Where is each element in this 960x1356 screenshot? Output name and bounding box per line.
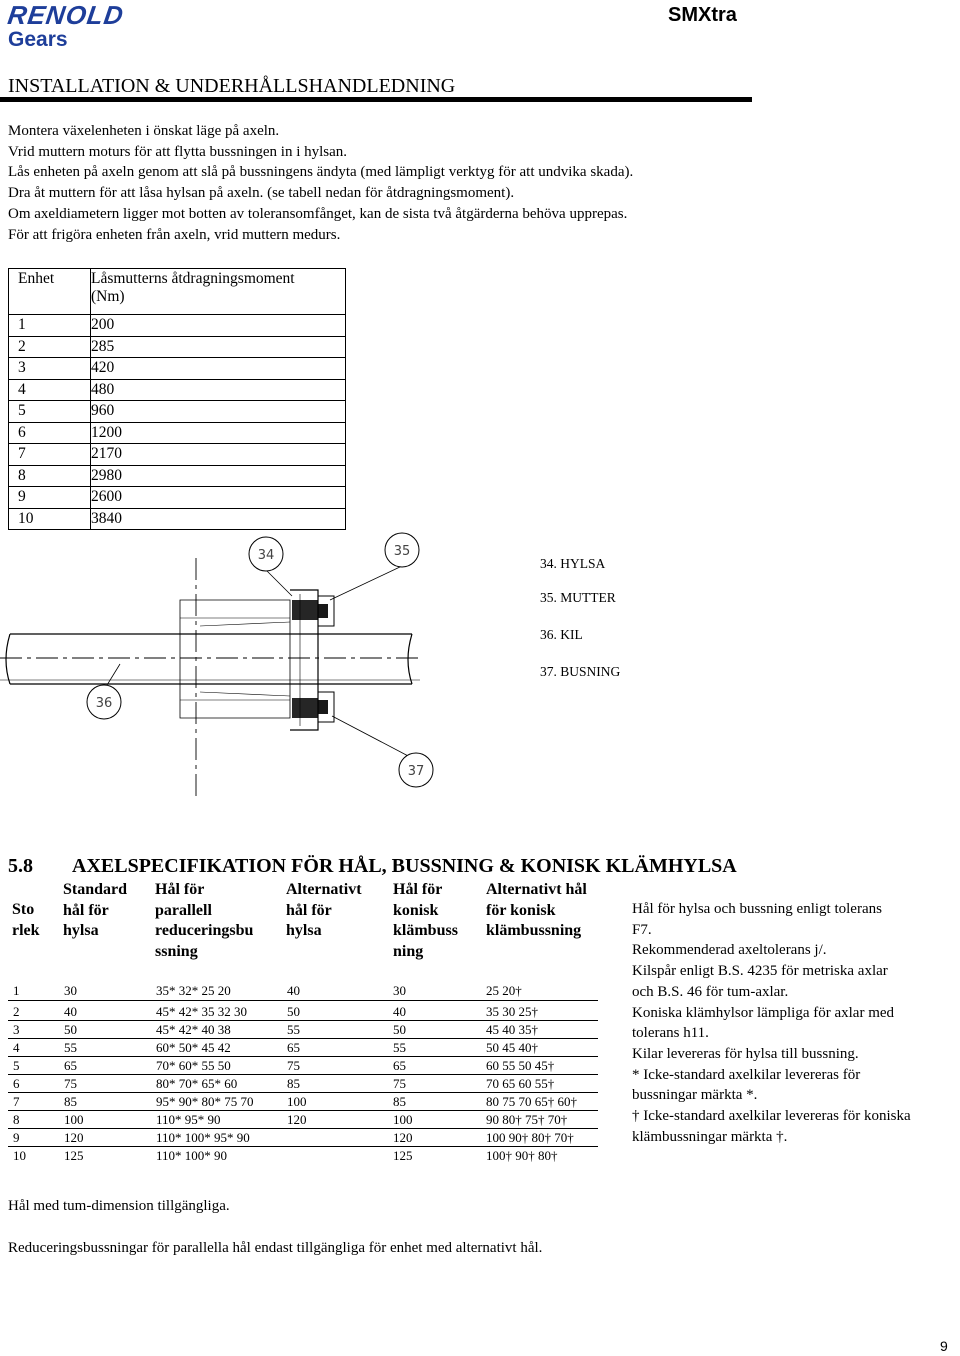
spec-header-line: parallell bbox=[155, 901, 212, 919]
torque-unit: 7 bbox=[9, 444, 91, 466]
spec-kon: 65 bbox=[393, 1058, 406, 1073]
torque-row bbox=[9, 336, 346, 358]
spec-header-line: Alternativt bbox=[286, 881, 362, 898]
spec-kon: 55 bbox=[393, 1040, 406, 1055]
brand-logo: RENOLD bbox=[5, 0, 126, 30]
spec-header-line: hål för bbox=[63, 901, 109, 919]
torque-row bbox=[9, 315, 346, 337]
torque-value: 1200 bbox=[91, 422, 346, 444]
spec-notes bbox=[632, 899, 960, 1147]
spec-par: 110* 95* 90 bbox=[156, 1112, 221, 1127]
spec-header-line: hylsa bbox=[286, 922, 322, 939]
footer-note-reduction: Reduceringsbussningar för parallella hål endast tillgängliga för enhet med alternativt hål. bbox=[8, 1240, 543, 1256]
spec-row bbox=[0, 982, 600, 1000]
note-line: Rekommenderad axeltolerans j/. bbox=[632, 942, 827, 959]
torque-unit: 5 bbox=[9, 401, 91, 423]
spec-std: 55 bbox=[64, 1040, 77, 1055]
spec-row bbox=[0, 1021, 600, 1039]
assembly-drawing bbox=[0, 530, 520, 810]
spec-section-text: AXELSPECIFIKATION FÖR HÅL, BUSSNING & KONISK KLÄMHYLSA bbox=[72, 855, 737, 877]
spec-altkon: 100† 90† 80† bbox=[486, 1148, 558, 1163]
torque-row bbox=[9, 379, 346, 401]
legend-item: 34. HYLSA bbox=[540, 556, 606, 571]
spec-header-line: klämbussning bbox=[486, 922, 582, 939]
spec-altkon: 50 45 40† bbox=[486, 1040, 538, 1055]
spec-par: 45* 42* 40 38 bbox=[156, 1022, 231, 1037]
note-line: Hål för hylsa och bussning enligt tolerans bbox=[632, 901, 882, 917]
note-line: Kilspår enligt B.S. 4235 för metriska axlar bbox=[632, 963, 888, 980]
torque-unit: 3 bbox=[9, 358, 91, 380]
spec-header-line: klämbuss bbox=[393, 922, 458, 939]
spec-par: 45* 42* 35 32 30 bbox=[156, 1004, 247, 1019]
callout-35: 35 bbox=[393, 544, 411, 559]
spec-size: 10 bbox=[13, 1148, 26, 1163]
torque-unit: 6 bbox=[9, 422, 91, 444]
torque-header-moment-line2: (Nm) bbox=[91, 288, 125, 305]
product-name: SMXtra bbox=[668, 4, 737, 26]
torque-value: 3840 bbox=[91, 508, 346, 530]
spec-header-line: hål för bbox=[286, 901, 332, 919]
spec-std: 30 bbox=[64, 983, 77, 998]
note-line: klämbussningar märkta †. bbox=[632, 1128, 788, 1145]
callout-34: 34 bbox=[257, 548, 275, 563]
spec-divider bbox=[8, 1000, 598, 1001]
spec-altkon: 70 65 60 55† bbox=[486, 1076, 555, 1091]
spec-section-number: 5.8 bbox=[8, 855, 33, 877]
spec-row bbox=[0, 1093, 600, 1111]
spec-row bbox=[0, 1129, 600, 1147]
spec-header-line: Standard bbox=[63, 881, 128, 898]
spec-header-line: för konisk bbox=[486, 901, 556, 919]
spec-alt: 55 bbox=[287, 1022, 300, 1037]
torque-value: 480 bbox=[91, 379, 346, 401]
spec-std: 100 bbox=[64, 1112, 84, 1127]
torque-row bbox=[9, 444, 346, 466]
spec-std: 50 bbox=[64, 1022, 77, 1037]
torque-row bbox=[9, 508, 346, 530]
spec-std: 120 bbox=[64, 1130, 84, 1145]
spec-std: 65 bbox=[64, 1058, 77, 1073]
torque-value: 285 bbox=[91, 336, 346, 358]
spec-header-line: ssning bbox=[155, 942, 198, 960]
spec-header-altkon bbox=[486, 880, 587, 942]
torque-value: 420 bbox=[91, 358, 346, 380]
spec-kon: 40 bbox=[393, 1004, 406, 1019]
torque-row bbox=[9, 422, 346, 444]
torque-value: 2600 bbox=[91, 487, 346, 509]
spec-header-line: konisk bbox=[393, 901, 439, 919]
spec-altkon: 25 20† bbox=[486, 983, 522, 998]
spec-size: 5 bbox=[13, 1058, 20, 1073]
spec-std: 125 bbox=[64, 1148, 84, 1163]
spec-header-line: Hål för bbox=[393, 881, 443, 898]
spec-altkon: 90 80† 75† 70† bbox=[486, 1112, 568, 1127]
torque-row bbox=[9, 358, 346, 380]
legend-item: 36. KIL bbox=[540, 627, 583, 642]
torque-unit: 8 bbox=[9, 465, 91, 487]
spec-par: 35* 32* 25 20 bbox=[156, 983, 231, 998]
torque-unit: 4 bbox=[9, 379, 91, 401]
spec-alt: 50 bbox=[287, 1004, 300, 1019]
spec-kon: 100 bbox=[393, 1112, 413, 1127]
legend-item: 37. BUSNING bbox=[540, 664, 621, 679]
spec-header-line: Sto bbox=[12, 901, 35, 918]
spec-row bbox=[0, 1039, 600, 1057]
spec-alt: 100 bbox=[287, 1094, 307, 1109]
spec-size: 4 bbox=[13, 1040, 20, 1055]
spec-alt: 85 bbox=[287, 1076, 300, 1091]
torque-header-row bbox=[9, 269, 346, 315]
spec-kon: 75 bbox=[393, 1076, 406, 1091]
spec-header-line: reduceringsbu bbox=[155, 922, 254, 939]
spec-altkon: 100 90† 80† 70† bbox=[486, 1130, 574, 1145]
instructions bbox=[8, 121, 633, 245]
torque-value: 2980 bbox=[91, 465, 346, 487]
spec-par: 110* 100* 90 bbox=[156, 1148, 228, 1163]
note-line: tolerans h11. bbox=[632, 1025, 709, 1042]
spec-altkon: 45 40 35† bbox=[486, 1022, 538, 1037]
callout-36: 36 bbox=[95, 696, 113, 711]
torque-row bbox=[9, 401, 346, 423]
spec-altkon: 35 30 25† bbox=[486, 1004, 538, 1019]
spec-kon: 30 bbox=[393, 983, 406, 998]
spec-alt: 40 bbox=[287, 983, 300, 998]
note-line: Koniska klämhylsor lämpliga för axlar med bbox=[632, 1004, 895, 1021]
note-line: * Icke-standard axelkilar levereras för bbox=[632, 1066, 861, 1083]
spec-row bbox=[0, 1147, 600, 1165]
spec-header-par bbox=[155, 880, 253, 962]
spec-header-kon bbox=[393, 880, 458, 962]
spec-altkon: 80 75 70 65† 60† bbox=[486, 1094, 577, 1109]
instruction-line: Dra åt muttern för att låsa hylsan på axeln. (se tabell nedan för åtdragningsmoment). bbox=[8, 185, 515, 202]
spec-section-title bbox=[8, 855, 737, 878]
spec-par: 70* 60* 55 50 bbox=[156, 1058, 231, 1073]
spec-size: 2 bbox=[13, 1004, 20, 1019]
torque-header-moment bbox=[91, 269, 346, 315]
spec-kon: 50 bbox=[393, 1022, 406, 1037]
spec-row bbox=[0, 1003, 600, 1021]
title-rule bbox=[0, 97, 752, 102]
spec-row bbox=[0, 1057, 600, 1075]
spec-table bbox=[0, 878, 620, 1178]
spec-par: 80* 70* 65* 60 bbox=[156, 1076, 238, 1091]
spec-row bbox=[0, 1111, 600, 1129]
spec-size: 3 bbox=[13, 1022, 20, 1037]
spec-header-line: Hål för bbox=[155, 881, 205, 898]
torque-unit: 1 bbox=[9, 315, 91, 337]
spec-header-line: hylsa bbox=[63, 922, 99, 939]
spec-size: 6 bbox=[13, 1076, 20, 1091]
torque-unit: 10 bbox=[9, 508, 91, 530]
spec-par: 95* 90* 80* 75 70 bbox=[156, 1094, 254, 1109]
spec-header-std bbox=[63, 880, 127, 942]
legend-item: 35. MUTTER bbox=[540, 590, 616, 605]
torque-header-moment-line1: Låsmutterns åtdragningsmoment bbox=[91, 270, 295, 287]
torque-value: 960 bbox=[91, 401, 346, 423]
spec-row bbox=[0, 1075, 600, 1093]
spec-kon: 120 bbox=[393, 1130, 413, 1145]
instruction-line: För att frigöra enheten från axeln, vrid muttern medurs. bbox=[8, 226, 341, 243]
spec-par: 60* 50* 45 42 bbox=[156, 1040, 231, 1055]
instruction-line: Montera växelenheten i önskat läge på axeln. bbox=[8, 123, 280, 139]
spec-size: 1 bbox=[13, 983, 20, 998]
spec-alt: 65 bbox=[287, 1040, 300, 1055]
page-number: 9 bbox=[940, 1338, 948, 1354]
spec-std: 85 bbox=[64, 1094, 77, 1109]
instruction-line: Lås enheten på axeln genom att slå på bussningens ändyta (med lämpligt verktyg för att undvika skada). bbox=[8, 164, 634, 181]
spec-kon: 85 bbox=[393, 1094, 406, 1109]
spec-altkon: 60 55 50 45† bbox=[486, 1058, 555, 1073]
spec-kon: 125 bbox=[393, 1148, 413, 1163]
torque-row bbox=[9, 465, 346, 487]
note-line: † Icke-standard axelkilar levereras för koniska bbox=[632, 1108, 911, 1125]
torque-row bbox=[9, 487, 346, 509]
torque-value: 200 bbox=[91, 315, 346, 337]
instruction-line: Om axeldiametern ligger mot botten av toleransomfånget, kan de sista två åtgärderna behöva upprepas. bbox=[8, 205, 628, 222]
brand-subtitle: Gears bbox=[8, 28, 68, 51]
torque-value: 2170 bbox=[91, 444, 346, 466]
spec-header-line: Alternativt hål bbox=[486, 881, 587, 898]
spec-alt: 120 bbox=[287, 1112, 307, 1127]
spec-size: 9 bbox=[13, 1130, 20, 1145]
spec-header-alt bbox=[286, 880, 362, 942]
spec-alt: 75 bbox=[287, 1058, 300, 1073]
torque-header-unit: Enhet bbox=[9, 269, 91, 315]
torque-unit: 9 bbox=[9, 487, 91, 509]
note-line: Kilar levereras för hylsa till bussning. bbox=[632, 1045, 859, 1062]
note-line: F7. bbox=[632, 921, 652, 938]
spec-par: 110* 100* 95* 90 bbox=[156, 1130, 250, 1145]
callout-37: 37 bbox=[407, 764, 425, 779]
note-line: och B.S. 46 för tum-axlar. bbox=[632, 983, 789, 1000]
page-title: INSTALLATION & UNDERHÅLLSHANDLEDNING bbox=[8, 75, 456, 97]
note-line: bussningar märkta *. bbox=[632, 1087, 758, 1104]
torque-table bbox=[8, 268, 346, 530]
spec-std: 40 bbox=[64, 1004, 77, 1019]
instruction-line: Vrid muttern moturs för att flytta bussningen in i hylsan. bbox=[8, 143, 348, 160]
spec-std: 75 bbox=[64, 1076, 77, 1091]
spec-size: 7 bbox=[13, 1094, 20, 1109]
spec-header-line: rlek bbox=[12, 921, 40, 939]
spec-size: 8 bbox=[13, 1112, 20, 1127]
torque-unit: 2 bbox=[9, 336, 91, 358]
footer-note-inch: Hål med tum-dimension tillgängliga. bbox=[8, 1198, 230, 1214]
spec-header-size bbox=[12, 900, 40, 941]
spec-header-line: ning bbox=[393, 942, 424, 960]
